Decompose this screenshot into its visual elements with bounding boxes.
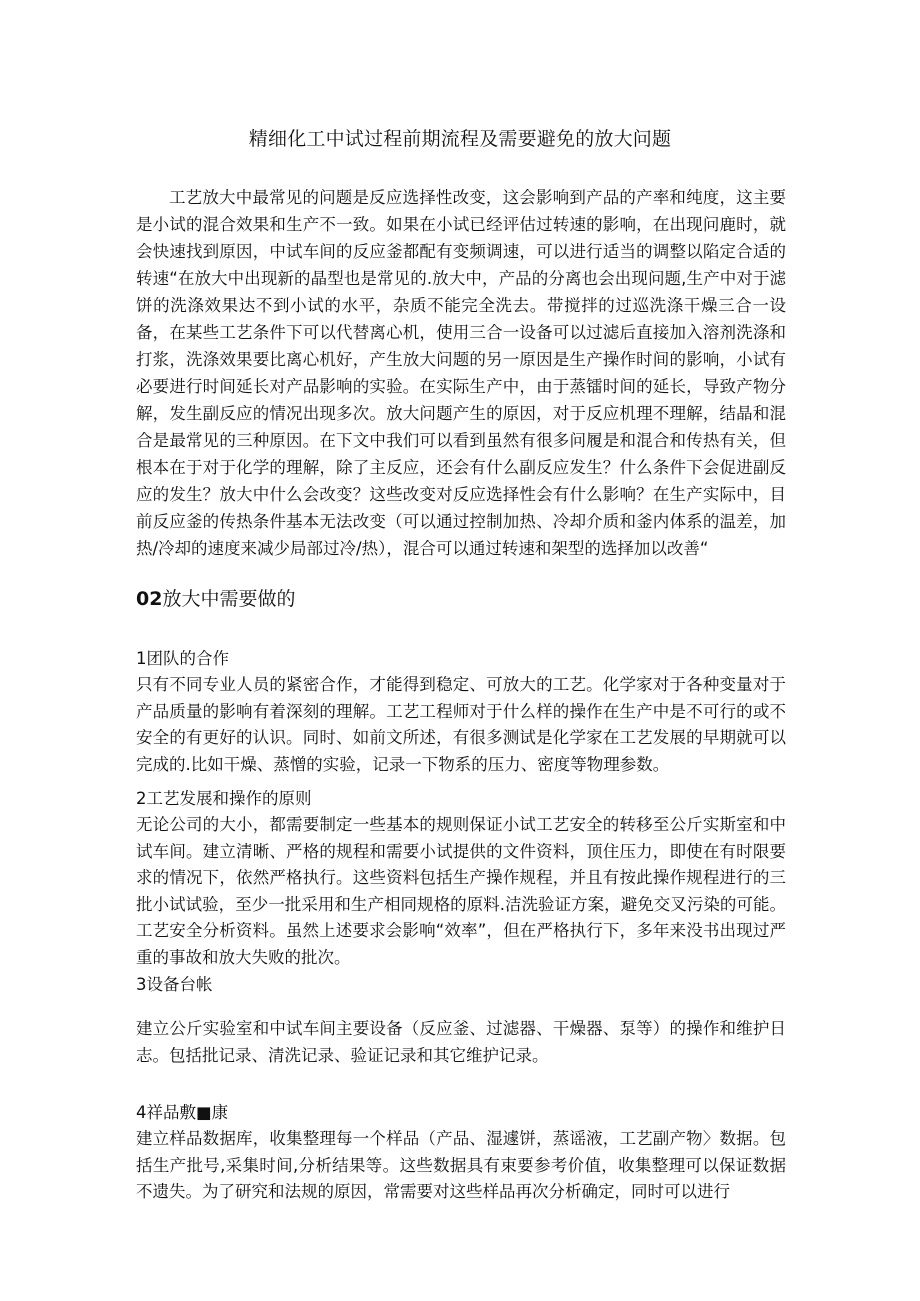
subsection-body: 无论公司的大小，都需要制定一些基本的规则保证小试工艺安全的转移至公斤实斯室和中试车间。建立清晰、严格的规程和需要小试提供的文件资料，顶住压力，即使在有时限要求的情况下，依然严格执行。这些资料包括生产操作规程，并且有按此操作规程进行的三批小试试验，至少一批采用和生产相同规格的原料.洁洗验证方案，避免交叉污染的可能。工艺安全分析资料。虽然上述要求会影响“效率”，但在严格执行下，多年来没书出现过严重的事故和放大失败的批次。	[136, 815, 786, 967]
document-title: 精细化工中试过程前期流程及需要避免的放大问题	[248, 128, 672, 150]
subsection-body: 只有不同专业人员的紧密合作，才能得到稳定、可放大的工艺。化学家对于各种变量对于产品质量的影响有着深刻的理解。工艺工程师对于什么样的操作在生产中是不可行的或不安全的有更好的认识。同时、如前文所述，有很多测试是化学家在工艺发展的早期就可以完成的.比如干燥、蒸憎的实验，记录一下物系的压力、密度等物理参数。	[136, 675, 786, 774]
subsection-body: 建立样品数据库，收集整理每一个样品（产品、湿遽饼，蒸谣液，工艺副产物〉数据。包括生产批号,采集时间,分析结果等。这些数据具有束要参考价值，收集整理可以保证数据不遗失。为了研究和法规的原因，常需要对这些样品再次分析确定，同时可以进行	[136, 1129, 786, 1201]
section-number: 02	[136, 588, 163, 610]
subsection-process-principles	[136, 786, 786, 971]
subsection-heading: 3设备台帐	[136, 975, 213, 994]
intro-paragraph: 工艺放大中最常见的问题是反应选择性改变，这会影响到产品的产率和纯度，这主要是小试的混合效果和生产不一致。如果在小试已经评估过转速的影响，在出现问鹿时，就会快速找到原因，中试车间的反应釜都配有变频调速，可以进行适当的调整以陷定合适的转速“在放大中出现新的晶型也是常见的.放大中，产品的分离也会出现问题,生产中对于滤饼的洗涤效果达不到小试的水平，杂质不能完全洗去。带搅拌的过巡洗涤干燥三合一设备，在某些工艺条件下可以代替离心机，使用三合一设备可以过滤后直接加入溶剂洗涤和打浆，洗涤效果要比离心机好，产生放大问题的另一原因是生产操作时间的影响，小试有必要进行时间延长对产品影响的实验。在实际生产中，由于蒸镭时间的延长，导致产物分解，发生副反应的情况出现多次。放大问题产生的原因，对于反应机理不理解，结晶和混合是最常见的三种原因。在下文中我们可以看到虽然有很多问履是和混合和传热有关，但根本在于对于化学的理解，除了主反应，还会有什么副反应发生？什么条件下会促进副反应的发生？放大中什么会改变？这些改变对反应选择性会有什么影响？在生产实际中，目前反应釜的传热条件基本无法改变（可以通过控制加热、冷却介质和釜内体系的温差，加热/冷却的速度来减少局部过冷/热），混合可以通过转速和架型的选择加以改善“	[136, 188, 786, 558]
subsection-equipment-ledger	[136, 972, 786, 1069]
subsection-sample-database	[136, 1100, 786, 1206]
subsection-heading: 4祥品敷■康	[136, 1103, 229, 1122]
section-heading	[136, 585, 295, 613]
subsection-body: 建立公斤实验室和中试车间主要设备（反应釜、过滤器、干燥器、泵等）的操作和维护日志。包括批记录、清洗记录、验证记录和其它维护记录。	[136, 1019, 786, 1065]
section-title: 放大中需要做的	[162, 588, 296, 610]
subsection-heading: 2工艺发展和操作的原则	[136, 789, 312, 808]
subsection-team-cooperation	[136, 646, 786, 778]
subsection-heading: 1团队的合作	[136, 649, 229, 668]
